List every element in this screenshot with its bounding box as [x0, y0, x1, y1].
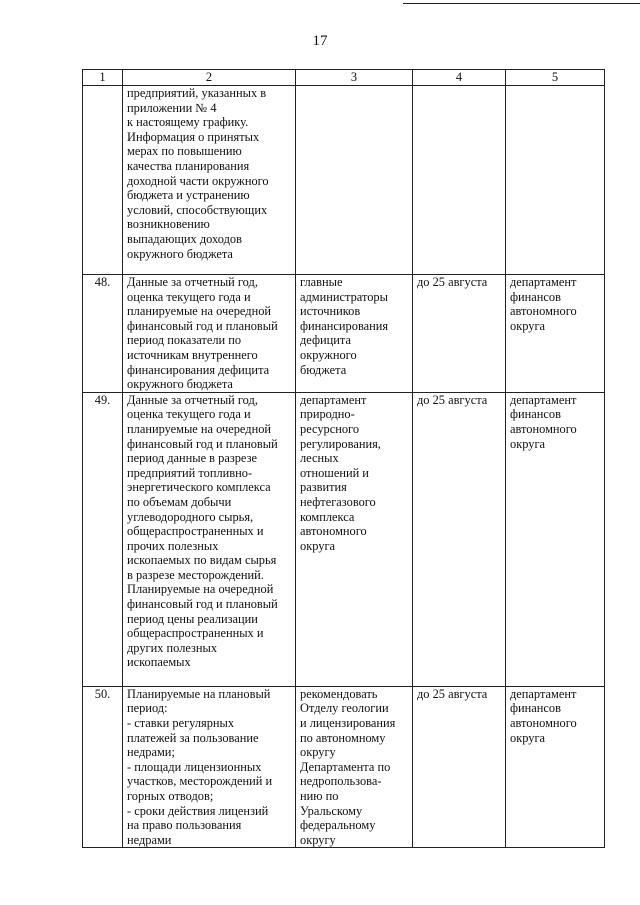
cell-line: окружного — [300, 347, 357, 362]
cell-line: округа — [510, 730, 546, 745]
cell-line: Уральскому — [300, 803, 363, 818]
cell-line: ресурсного — [300, 421, 360, 436]
cell-line: финансов — [510, 289, 561, 304]
header-cell: 1 — [83, 70, 123, 86]
cell-line: до 25 августа — [417, 392, 488, 407]
table-header-row — [83, 70, 605, 86]
cell-line: по объемам добычи — [127, 494, 232, 509]
cell-line: дефицита — [300, 333, 351, 348]
cell-line: планируемые на очередной — [127, 304, 272, 319]
cell-line: в разрезе месторождений. — [127, 567, 264, 582]
cell-line: округа — [510, 318, 546, 333]
col5-cell — [506, 686, 605, 848]
col4-cell — [413, 686, 506, 848]
cell-line: развития — [300, 480, 347, 495]
cell-line: других полезных — [127, 640, 218, 655]
cell-line: недрами — [127, 832, 172, 847]
cell-line: автономного — [300, 524, 367, 539]
cell-line: финансовый год и плановый — [127, 597, 278, 612]
col2-cell — [123, 392, 296, 686]
cell-line: - сроки действия лицензий — [127, 803, 269, 818]
cell-line: комплекса — [300, 509, 355, 524]
cell-line: участков, месторождений и — [127, 774, 273, 789]
cell-line: - ставки регулярных — [127, 715, 235, 730]
col5-cell — [506, 86, 605, 275]
cell-line: горных отводов; — [127, 788, 214, 803]
cell-line: департамент — [510, 275, 577, 289]
row-number-cell: 49. — [83, 392, 123, 686]
cell-line: финансирования — [300, 318, 389, 333]
cell-line: финансовый год и плановый — [127, 318, 278, 333]
cell-line: лесных — [300, 451, 339, 466]
cell-line: округу — [300, 832, 336, 847]
cell-line: планируемые на очередной — [127, 421, 272, 436]
cell-line: общераспространенных и — [127, 524, 264, 539]
cell-line: бюджета — [300, 362, 347, 377]
cell-line: недропользова- — [300, 774, 382, 789]
cell-line: округа — [510, 436, 546, 451]
table-row — [83, 392, 605, 686]
cell-line: окружного бюджета — [127, 377, 233, 392]
cell-line: Данные за отчетный год, — [127, 275, 258, 289]
cell-line: общераспространенных и — [127, 626, 264, 641]
cell-line: округа — [300, 538, 336, 553]
cell-line: Планируемые на очередной — [127, 582, 274, 597]
cell-line: источникам внутреннего — [127, 347, 258, 362]
cell-line: энергетического комплекса — [127, 480, 271, 495]
col3-cell — [296, 392, 413, 686]
cell-line: оценка текущего года и — [127, 289, 251, 304]
cell-line: предприятий топливно- — [127, 465, 253, 480]
cell-line: - площади лицензионных — [127, 759, 262, 774]
col4-cell — [413, 392, 506, 686]
col5-cell — [506, 392, 605, 686]
cell-line: Департамента по — [300, 759, 391, 774]
cell-line: департамент — [510, 392, 577, 407]
cell-line: автономного — [510, 421, 577, 436]
cell-line: к настоящему графику. — [127, 115, 249, 130]
header-cell: 4 — [413, 70, 506, 86]
cell-line: качества планирования — [127, 158, 250, 173]
table-row — [83, 686, 605, 848]
cell-line: ископаемых по видам сырья — [127, 553, 277, 568]
schedule-table — [82, 69, 605, 848]
cell-line: главные — [300, 275, 343, 289]
table-row — [83, 275, 605, 393]
table-row — [83, 86, 605, 275]
cell-line: период данные в разрезе — [127, 451, 257, 466]
col4-cell — [413, 275, 506, 393]
cell-line: по автономному — [300, 730, 386, 745]
cell-line: оценка текущего года и — [127, 407, 251, 422]
cell-line: и лицензирования — [300, 715, 396, 730]
col5-cell — [506, 275, 605, 393]
cell-line: период показатели по — [127, 333, 242, 348]
cell-line: источников — [300, 304, 361, 319]
cell-line: период: — [127, 701, 168, 716]
cell-line: на право пользования — [127, 818, 242, 833]
cell-line: приложении № 4 — [127, 100, 217, 115]
header-cell: 5 — [506, 70, 605, 86]
table-body — [83, 70, 605, 848]
cell-line: недрами; — [127, 745, 175, 760]
col2-cell — [123, 686, 296, 848]
cell-line: предприятий, указанных в — [127, 86, 267, 100]
col3-cell — [296, 686, 413, 848]
row-number-cell — [83, 86, 123, 275]
cell-line: до 25 августа — [417, 686, 488, 701]
cell-line: нефтегазового — [300, 494, 376, 509]
row-number-cell: 48. — [83, 275, 123, 393]
cell-line: ископаемых — [127, 655, 191, 670]
top-rule — [403, 3, 640, 4]
cell-line: автономного — [510, 304, 577, 319]
cell-line: Информация о принятых — [127, 129, 260, 144]
cell-line: финансовый год и плановый — [127, 436, 278, 451]
cell-line: рекомендовать — [300, 686, 378, 701]
cell-line: выпадающих доходов — [127, 231, 242, 246]
cell-line: Отделу геологии — [300, 701, 389, 716]
cell-line: углеводородного сырья, — [127, 509, 254, 524]
cell-line: финансов — [510, 407, 561, 422]
cell-line: нию по — [300, 788, 339, 803]
row-number-cell: 50. — [83, 686, 123, 848]
cell-line: бюджета и устранению — [127, 188, 250, 203]
header-cell: 3 — [296, 70, 413, 86]
page-number: 17 — [312, 33, 328, 49]
cell-line: федеральному — [300, 818, 376, 833]
cell-line: доходной части окружного — [127, 173, 269, 188]
cell-line: отношений и — [300, 465, 369, 480]
cell-line: возникновению — [127, 217, 210, 232]
cell-line: администраторы — [300, 289, 388, 304]
cell-line: окружного бюджета — [127, 246, 233, 261]
cell-line: до 25 августа — [417, 275, 488, 289]
cell-line: Данные за отчетный год, — [127, 392, 258, 407]
col4-cell — [413, 86, 506, 275]
header-cell: 2 — [123, 70, 296, 86]
col2-cell — [123, 86, 296, 275]
cell-line: платежей за пользование — [127, 730, 259, 745]
cell-line: условий, способствующих — [127, 202, 268, 217]
col2-cell — [123, 275, 296, 393]
cell-line: департамент — [300, 392, 367, 407]
cell-line: финансов — [510, 701, 561, 716]
cell-line: мерах по повышению — [127, 144, 242, 159]
cell-line: прочих полезных — [127, 538, 219, 553]
cell-line: округу — [300, 745, 336, 760]
cell-line: автономного — [510, 715, 577, 730]
cell-line: природно- — [300, 407, 355, 422]
cell-line: регулирования, — [300, 436, 381, 451]
cell-line: период цены реализации — [127, 611, 258, 626]
cell-line: Планируемые на плановый — [127, 686, 271, 701]
col3-cell — [296, 86, 413, 275]
cell-line: финансирования дефицита — [127, 362, 270, 377]
cell-line: департамент — [510, 686, 577, 701]
col3-cell — [296, 275, 413, 393]
